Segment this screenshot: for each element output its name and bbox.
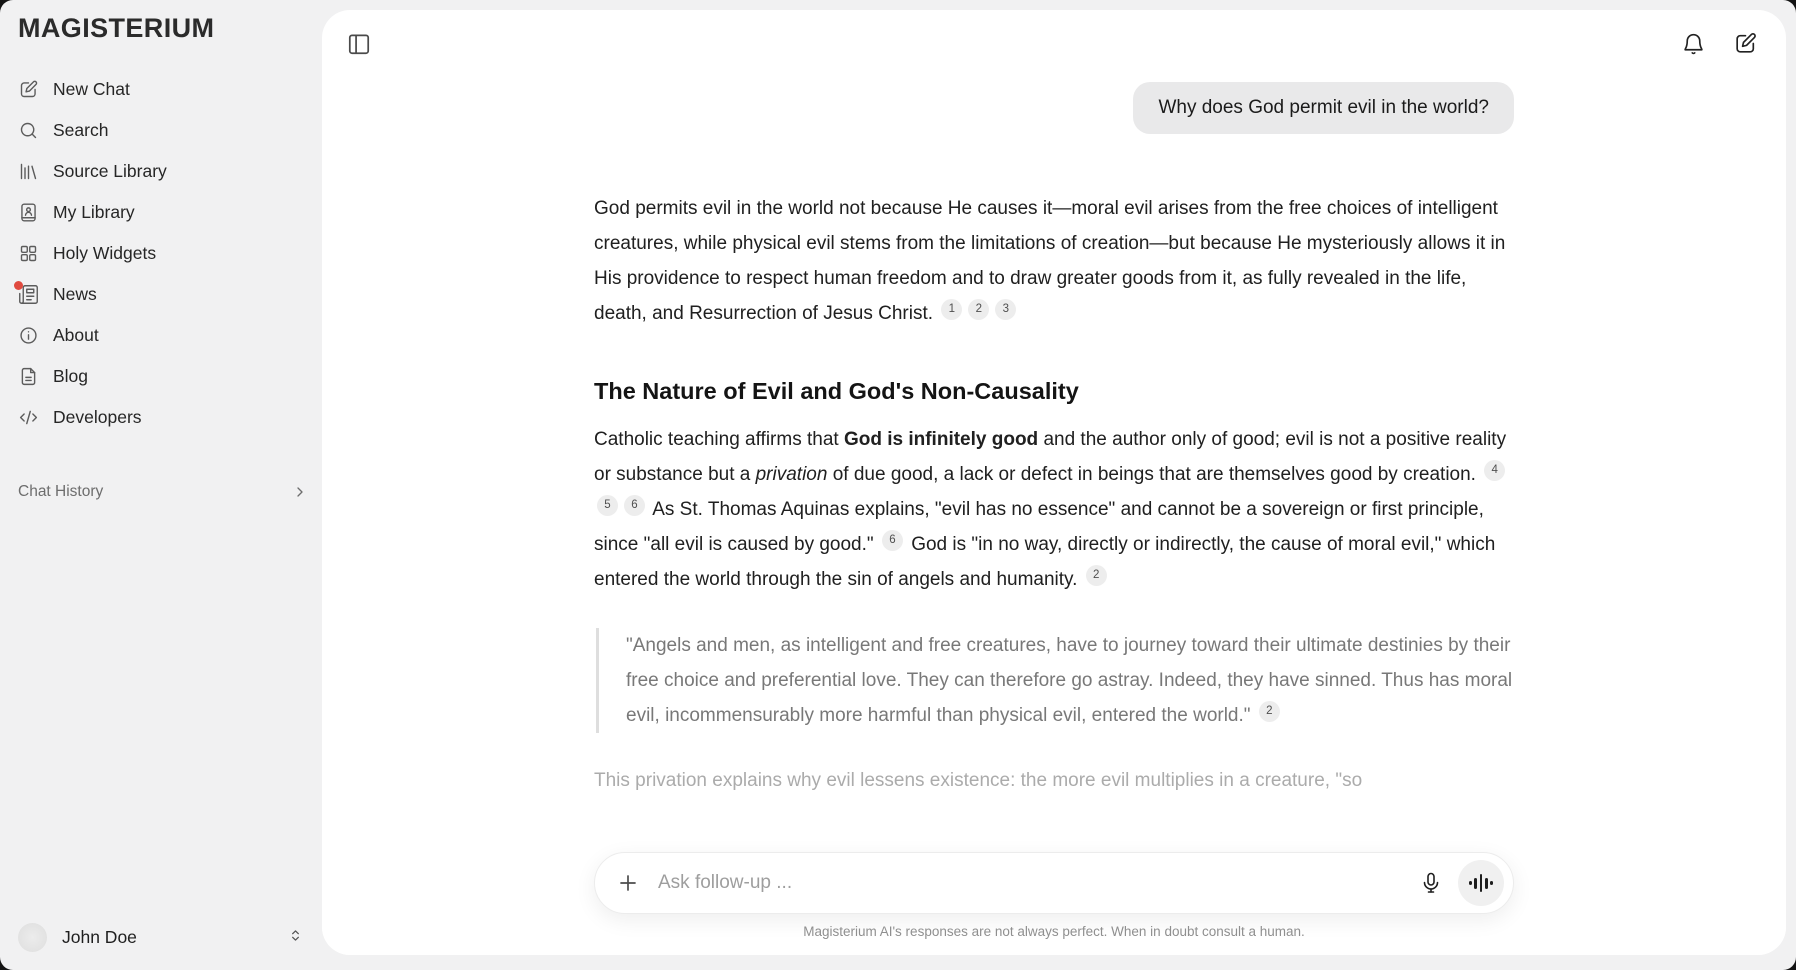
new-chat-icon bbox=[18, 79, 39, 100]
account-menu-button[interactable] bbox=[9, 914, 313, 961]
sidebar-nav bbox=[9, 69, 313, 438]
widgets-grid-icon bbox=[18, 243, 39, 264]
info-icon bbox=[18, 325, 39, 346]
book-user-icon bbox=[18, 202, 39, 223]
document-icon bbox=[18, 366, 39, 387]
library-books-icon bbox=[18, 161, 39, 182]
chat-history-label: Chat History bbox=[18, 483, 104, 500]
sidebar-item-label: Blog bbox=[53, 366, 89, 386]
conversation bbox=[594, 10, 1514, 798]
sidebar-item-new-chat[interactable] bbox=[9, 69, 313, 110]
citation-badge[interactable]: 6 bbox=[624, 495, 645, 516]
sidebar-item-label: New Chat bbox=[53, 79, 130, 99]
chat-panel bbox=[322, 10, 1786, 955]
sidebar-item-blog[interactable] bbox=[9, 356, 313, 397]
text-run: of due good, a lack or defect in beings that are themselves good by creation. bbox=[827, 464, 1482, 485]
account-name: John Doe bbox=[62, 927, 137, 947]
sidebar-item-developers[interactable] bbox=[9, 397, 313, 438]
text-run: God permits evil in the world not because He causes it—moral evil arises from the free choices of intelligent creatures, while physical evil stems from the limitations of creation—but because He mysteriously allows it in His providence to respect human freedom and to draw greater goods from it, as fully revealed in the life, death, and Resurrection of Jesus Christ. bbox=[594, 198, 1506, 324]
magisterium-logo[interactable]: MAGISTERIUM bbox=[18, 13, 215, 43]
text-run: Catholic teaching affirms that bbox=[594, 429, 844, 450]
sidebar-item-my-library[interactable] bbox=[9, 192, 313, 233]
answer-paragraph bbox=[594, 763, 1514, 798]
plus-icon bbox=[616, 871, 640, 895]
citation-badge[interactable]: 4 bbox=[1484, 460, 1505, 481]
waveform-icon bbox=[1469, 874, 1493, 892]
avatar bbox=[18, 923, 47, 952]
citation-badge[interactable]: 1 bbox=[941, 299, 962, 320]
answer-paragraph bbox=[594, 422, 1514, 597]
dictate-button[interactable] bbox=[1419, 871, 1443, 895]
citation-badge[interactable]: 5 bbox=[597, 495, 618, 516]
citation-badge[interactable]: 2 bbox=[968, 299, 989, 320]
bell-icon bbox=[1681, 31, 1706, 56]
header-actions bbox=[1681, 31, 1758, 56]
sidebar-item-label: Search bbox=[53, 120, 109, 140]
bold-text: God is infinitely good bbox=[843, 429, 1039, 450]
news-icon bbox=[18, 284, 39, 305]
notifications-button[interactable] bbox=[1681, 31, 1706, 56]
code-icon bbox=[18, 407, 39, 428]
answer-heading: The Nature of Evil and God's Non-Causality bbox=[594, 378, 1079, 404]
text-run: This privation explains why evil lessens existence: the more evil multiplies in a creature, "so bbox=[594, 770, 1363, 791]
new-chat-compose-button[interactable] bbox=[1733, 31, 1758, 56]
attach-button[interactable] bbox=[616, 871, 640, 895]
citation-badge[interactable]: 2 bbox=[1259, 701, 1280, 722]
sidebar-item-about[interactable] bbox=[9, 315, 313, 356]
news-unread-dot bbox=[14, 281, 23, 290]
panel-left-icon bbox=[346, 31, 372, 57]
microphone-icon bbox=[1419, 871, 1443, 895]
search-icon bbox=[18, 120, 39, 141]
sidebar-item-label: Developers bbox=[53, 407, 142, 427]
user-message-row bbox=[594, 82, 1514, 134]
sidebar-item-source-library[interactable] bbox=[9, 151, 313, 192]
text-run: "Angels and men, as intelligent and free creatures, have to journey toward their ultimate destinies by their free choice and preferential love. They can therefore go astray. Indeed, they have sinned. Thus has moral evil, incommensurably more harmful than physical evil, entered the world." bbox=[626, 635, 1513, 726]
followup-input[interactable] bbox=[656, 871, 1419, 895]
sidebar-item-search[interactable] bbox=[9, 110, 313, 151]
composer-area bbox=[322, 841, 1786, 955]
ai-disclaimer: Magisterium AI's responses are not always perfect. When in doubt consult a human. bbox=[803, 924, 1305, 939]
sidebar-item-label: Source Library bbox=[53, 161, 167, 181]
sidebar bbox=[0, 0, 322, 970]
text-run: and the author only of good; evil is not a positive reality or substance but a bbox=[594, 429, 1507, 485]
answer-content bbox=[594, 191, 1514, 798]
text-run: As St. Thomas Aquinas explains, "evil has no essence" and cannot be a sovereign or first principle, since "all evil is caused by good." bbox=[594, 499, 1484, 555]
chevron-right-icon bbox=[292, 484, 308, 500]
compose-icon bbox=[1733, 31, 1758, 56]
sidebar-item-news[interactable] bbox=[9, 274, 313, 315]
sidebar-item-label: My Library bbox=[53, 202, 135, 222]
sidebar-toggle-button[interactable] bbox=[346, 31, 372, 57]
answer-paragraph bbox=[594, 191, 1514, 331]
citation-badge[interactable]: 2 bbox=[1086, 565, 1107, 586]
chevrons-up-down-icon bbox=[287, 927, 304, 949]
sidebar-item-label: Holy Widgets bbox=[53, 243, 157, 263]
text-run: God is "in no way, directly or indirectly, the cause of moral evil," which entered the world through the sin of angels and humanity. bbox=[594, 534, 1496, 590]
chat-history-toggle[interactable] bbox=[18, 483, 308, 501]
sidebar-item-label: News bbox=[53, 284, 97, 304]
citation-badge[interactable]: 3 bbox=[995, 299, 1016, 320]
user-message-bubble: Why does God permit evil in the world? bbox=[1133, 82, 1514, 134]
sidebar-item-holy-widgets[interactable] bbox=[9, 233, 313, 274]
answer-blockquote bbox=[596, 628, 1514, 733]
followup-input-bar bbox=[594, 852, 1514, 914]
citation-badge[interactable]: 6 bbox=[882, 530, 903, 551]
voice-mode-button[interactable] bbox=[1458, 860, 1504, 906]
italic-text: privation bbox=[755, 464, 828, 485]
sidebar-item-label: About bbox=[53, 325, 99, 345]
